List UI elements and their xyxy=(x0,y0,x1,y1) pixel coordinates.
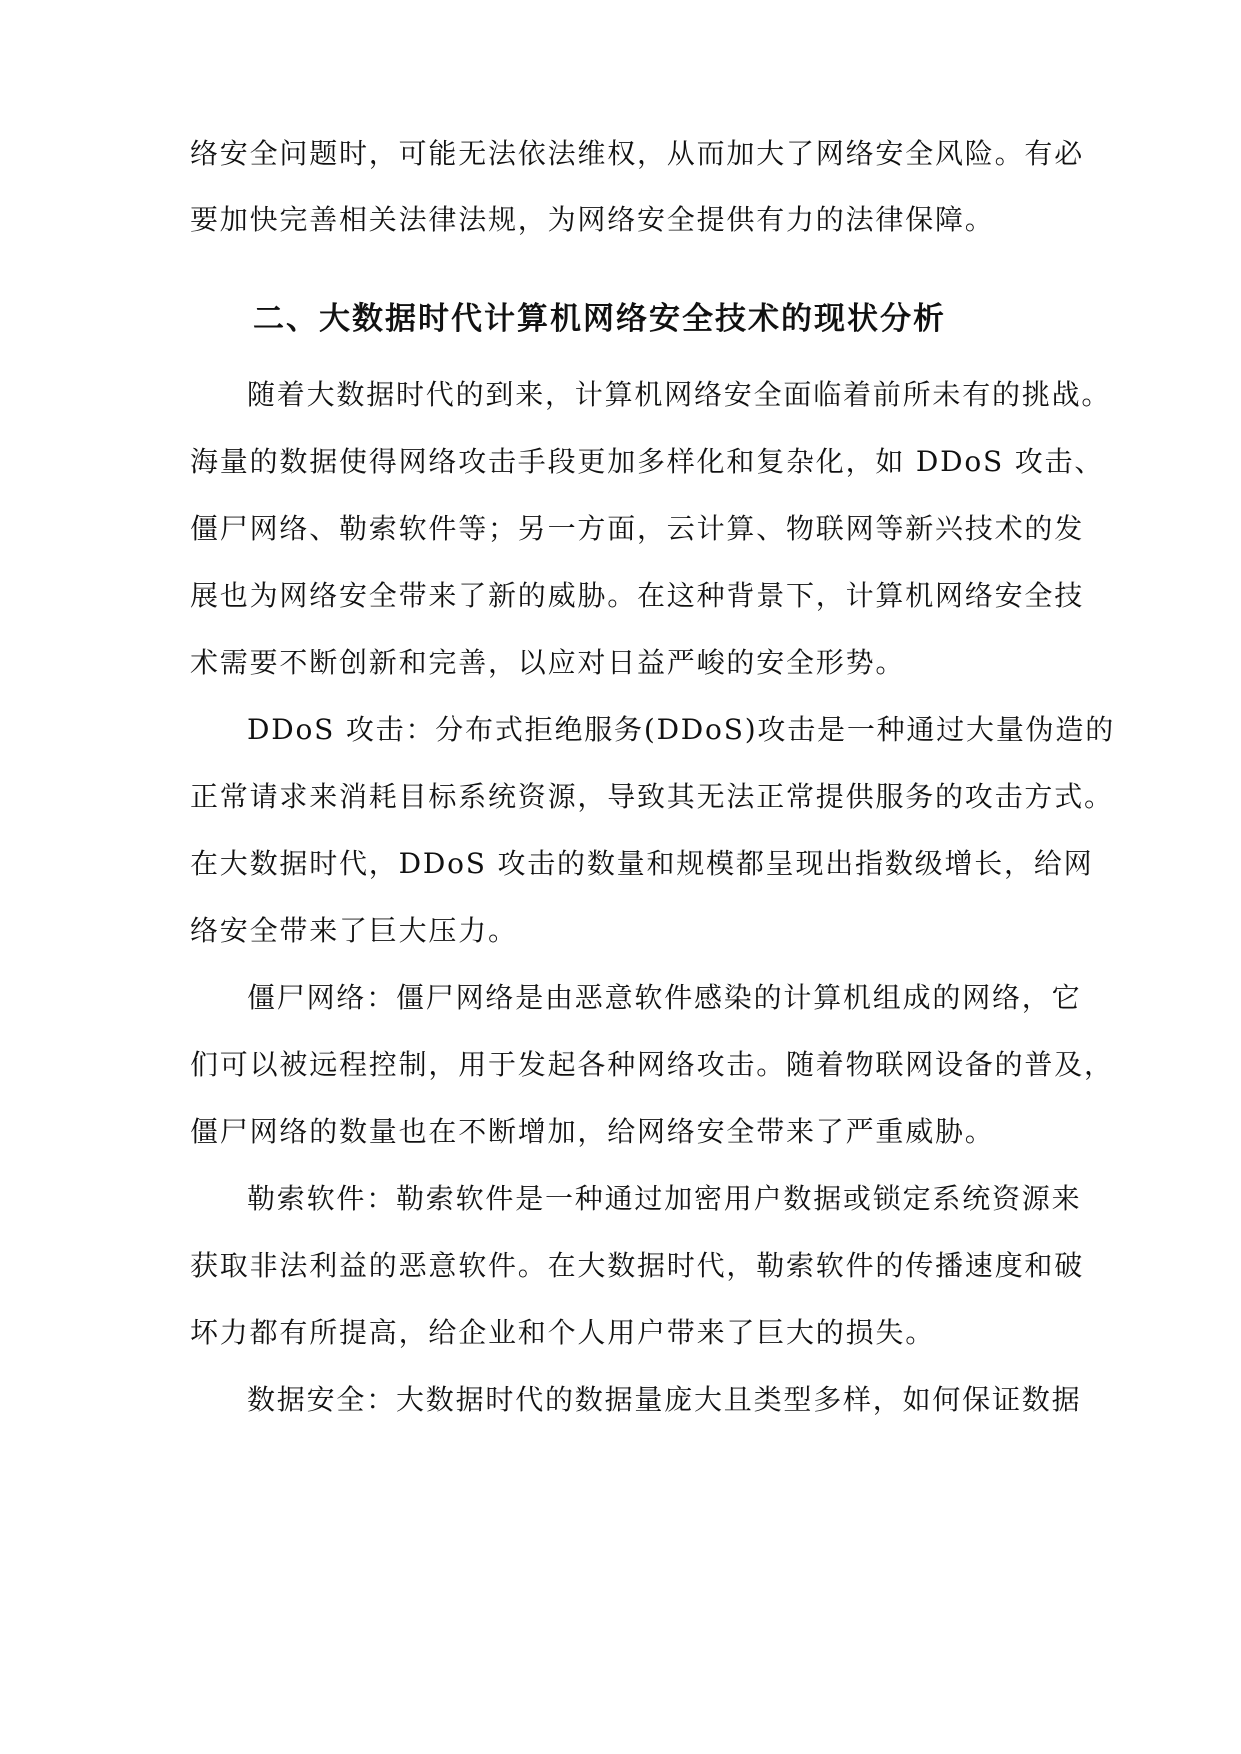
paragraph-line: 要加快完善相关法律法规，为网络安全提供有力的法律保障。 xyxy=(190,203,995,236)
paragraph-line: 海量的数据使得网络攻击手段更加多样化和复杂化，如 DDoS 攻击、 xyxy=(190,445,1105,478)
paragraph-line: 在大数据时代，DDoS 攻击的数量和规模都呈现出指数级增长，给网 xyxy=(190,847,1094,880)
paragraph-line: 正常请求来消耗目标系统资源，导致其无法正常提供服务的攻击方式。 xyxy=(190,780,1114,813)
paragraph-line: 随着大数据时代的到来，计算机网络安全面临着前所未有的挑战。 xyxy=(247,378,1112,411)
paragraph-line: 勒索软件：勒索软件是一种通过加密用户数据或锁定系统资源来 xyxy=(247,1182,1082,1215)
paragraph-line: DDoS 攻击：分布式拒绝服务(DDoS)攻击是一种通过大量伪造的 xyxy=(247,713,1116,746)
paragraph-line: 僵尸网络：僵尸网络是由恶意软件感染的计算机组成的网络，它 xyxy=(247,981,1082,1014)
paragraph-line: 们可以被远程控制，用于发起各种网络攻击。随着物联网设备的普及， xyxy=(190,1048,1114,1081)
paragraph-line: 坏力都有所提高，给企业和个人用户带来了巨大的损失。 xyxy=(190,1316,936,1349)
paragraph-line: 络安全带来了巨大压力。 xyxy=(190,914,518,947)
paragraph-line: 僵尸网络、勒索软件等；另一方面，云计算、物联网等新兴技术的发 xyxy=(190,512,1085,545)
paragraph-line: 僵尸网络的数量也在不断增加，给网络安全带来了严重威胁。 xyxy=(190,1115,995,1148)
section-heading: 二、大数据时代计算机网络安全技术的现状分析 xyxy=(253,301,946,337)
paragraph-line: 术需要不断创新和完善，以应对日益严峻的安全形势。 xyxy=(190,646,906,679)
paragraph-line: 数据安全：大数据时代的数据量庞大且类型多样，如何保证数据 xyxy=(247,1383,1082,1416)
paragraph-line: 展也为网络安全带来了新的威胁。在这种背景下，计算机网络安全技 xyxy=(190,579,1085,612)
paragraph-line: 络安全问题时，可能无法依法维权，从而加大了网络安全风险。有必 xyxy=(190,137,1085,170)
paragraph-line: 获取非法利益的恶意软件。在大数据时代，勒索软件的传播速度和破 xyxy=(190,1249,1085,1282)
